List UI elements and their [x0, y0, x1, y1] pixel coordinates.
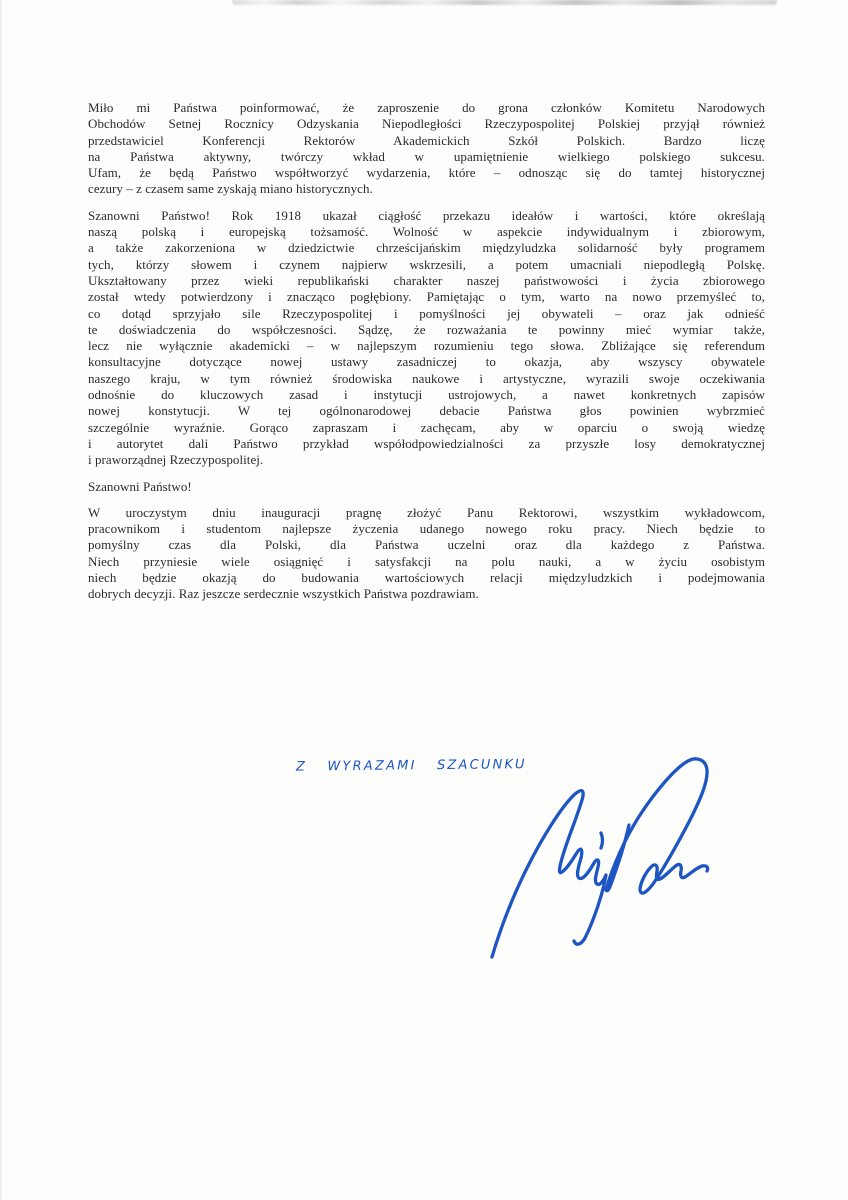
text-line: pomyślny czas dla Polski, dla Państwa uczelni oraz dla każdego z Państwa. — [88, 537, 765, 553]
text-line: a także zakorzeniona w dziedzictwie chrześcijańskim międzyludzka solidarność były programem — [88, 240, 765, 256]
text-line: niech będzie okazją do budowania wartościowych relacji międzyludzkich i podejmowania — [88, 570, 765, 586]
text-line: przedstawiciel Konferencji Rektorów Akademickich Szkół Polskich. Bardzo liczę — [88, 132, 765, 148]
text-line: tych, którzy słowem i czynem najpierw wskrzesili, a potem umacniali niepodległą Polskę. — [88, 256, 765, 272]
text-line: dobrych decyzji. Raz jeszcze serdecznie wszystkich Państwa pozdrawiam. — [88, 586, 479, 602]
letter-body — [88, 100, 765, 603]
text-line: Niech przyniesie wiele osiągnięć i satysfakcji na polu nauki, a w życiu osobistym — [88, 553, 765, 569]
text-line: Ufam, że będą Państwo współtworzyć wydarzenia, które – odnosząc się do tamtej historycznej — [88, 165, 765, 181]
text-line: cezury – z czasem same zyskają miano historycznych. — [88, 181, 373, 197]
text-line: Szanowni Państwo! Rok 1918 ukazał ciągłość przekazu ideałów i wartości, które określają — [88, 207, 765, 223]
text-line: na Państwa aktywny, twórczy wkład w upamiętnienie wielkiego polskiego sukcesu. — [88, 148, 765, 164]
signature-stroke — [606, 759, 708, 893]
salutation-line: Szanowni Państwo! — [88, 478, 192, 494]
handwritten-signature — [430, 740, 740, 990]
text-line: został wtedy potwierdzony i znacząco pogłębiony. Pamiętając o tym, warto na nowo przemyśleć to, — [88, 289, 765, 305]
text-line: naszego kraju, w tym również środowiska naukowe i artystyczne, wyrazili swoje oczekiwania — [88, 370, 765, 386]
text-line: naszą polską i europejską tożsamość. Wolność w aspekcie indywidualnym i zbiorowym, — [88, 224, 765, 240]
paragraph-2 — [88, 208, 765, 469]
scan-artifact-left-edge — [0, 0, 2, 1200]
text-line: pracownikom i studentom najlepsze życzenia udanego nowego roku pracy. Niech będzie to — [88, 521, 765, 537]
paragraph-4 — [88, 505, 765, 603]
closing-phrase-handwritten: Z WYRAZAMI SZACUNKU — [295, 757, 527, 775]
paragraph-3-salutation — [88, 479, 765, 495]
signature-stroke — [492, 791, 606, 957]
text-line: W uroczystym dniu inauguracji pragnę złożyć Panu Rektorowi, wszystkim wykładowcom, — [88, 504, 765, 520]
text-line: i autorytet dali Państwo przykład współodpowiedzialności za przyszłe losy demokratycznej — [88, 435, 765, 451]
text-line: Ukształtowany przez wieki republikański charakter naszej państwowości i życia zbiorowego — [88, 272, 765, 288]
text-line: lecz nie wyłącznie akademicki – w najlepszym rozumieniu tego słowa. Zbliżające się referendum — [88, 338, 765, 354]
text-line: co dotąd sprzyjało sile Rzeczypospolitej i pomyślności jej obywateli – oraz jak odnieść — [88, 305, 765, 321]
scan-artifact-top-edge — [232, 0, 777, 5]
paragraph-1 — [88, 100, 765, 198]
text-line: odnośnie do kluczowych zasad i instytucji ustrojowych, a nawet konkretnych zapisów — [88, 387, 765, 403]
text-line: konsultacyjne dotyczące nowej ustawy zasadniczej to okazja, aby wszyscy obywatele — [88, 354, 765, 370]
text-line: Miło mi Państwa poinformować, że zaproszenie do grona członków Komitetu Narodowych — [88, 100, 765, 115]
signature-stroke — [601, 833, 603, 848]
text-line: nowej konstytucji. W tej ogólnonarodowej debacie Państwa głos powinien wybrzmieć — [88, 403, 765, 419]
text-line: szczególnie wyraźnie. Gorąco zapraszam i zachęcam, aby w oparciu o swoją wiedzę — [88, 419, 765, 435]
text-line: i praworządnej Rzeczypospolitej. — [88, 452, 264, 468]
text-line: Obchodów Setnej Rocznicy Odzyskania Niepodległości Rzeczypospolitej Polskiej przyjął również — [88, 116, 765, 132]
text-line: te doświadczenia do współczesności. Sądzę, że rozważania te powinny mieć wymiar także, — [88, 321, 765, 337]
